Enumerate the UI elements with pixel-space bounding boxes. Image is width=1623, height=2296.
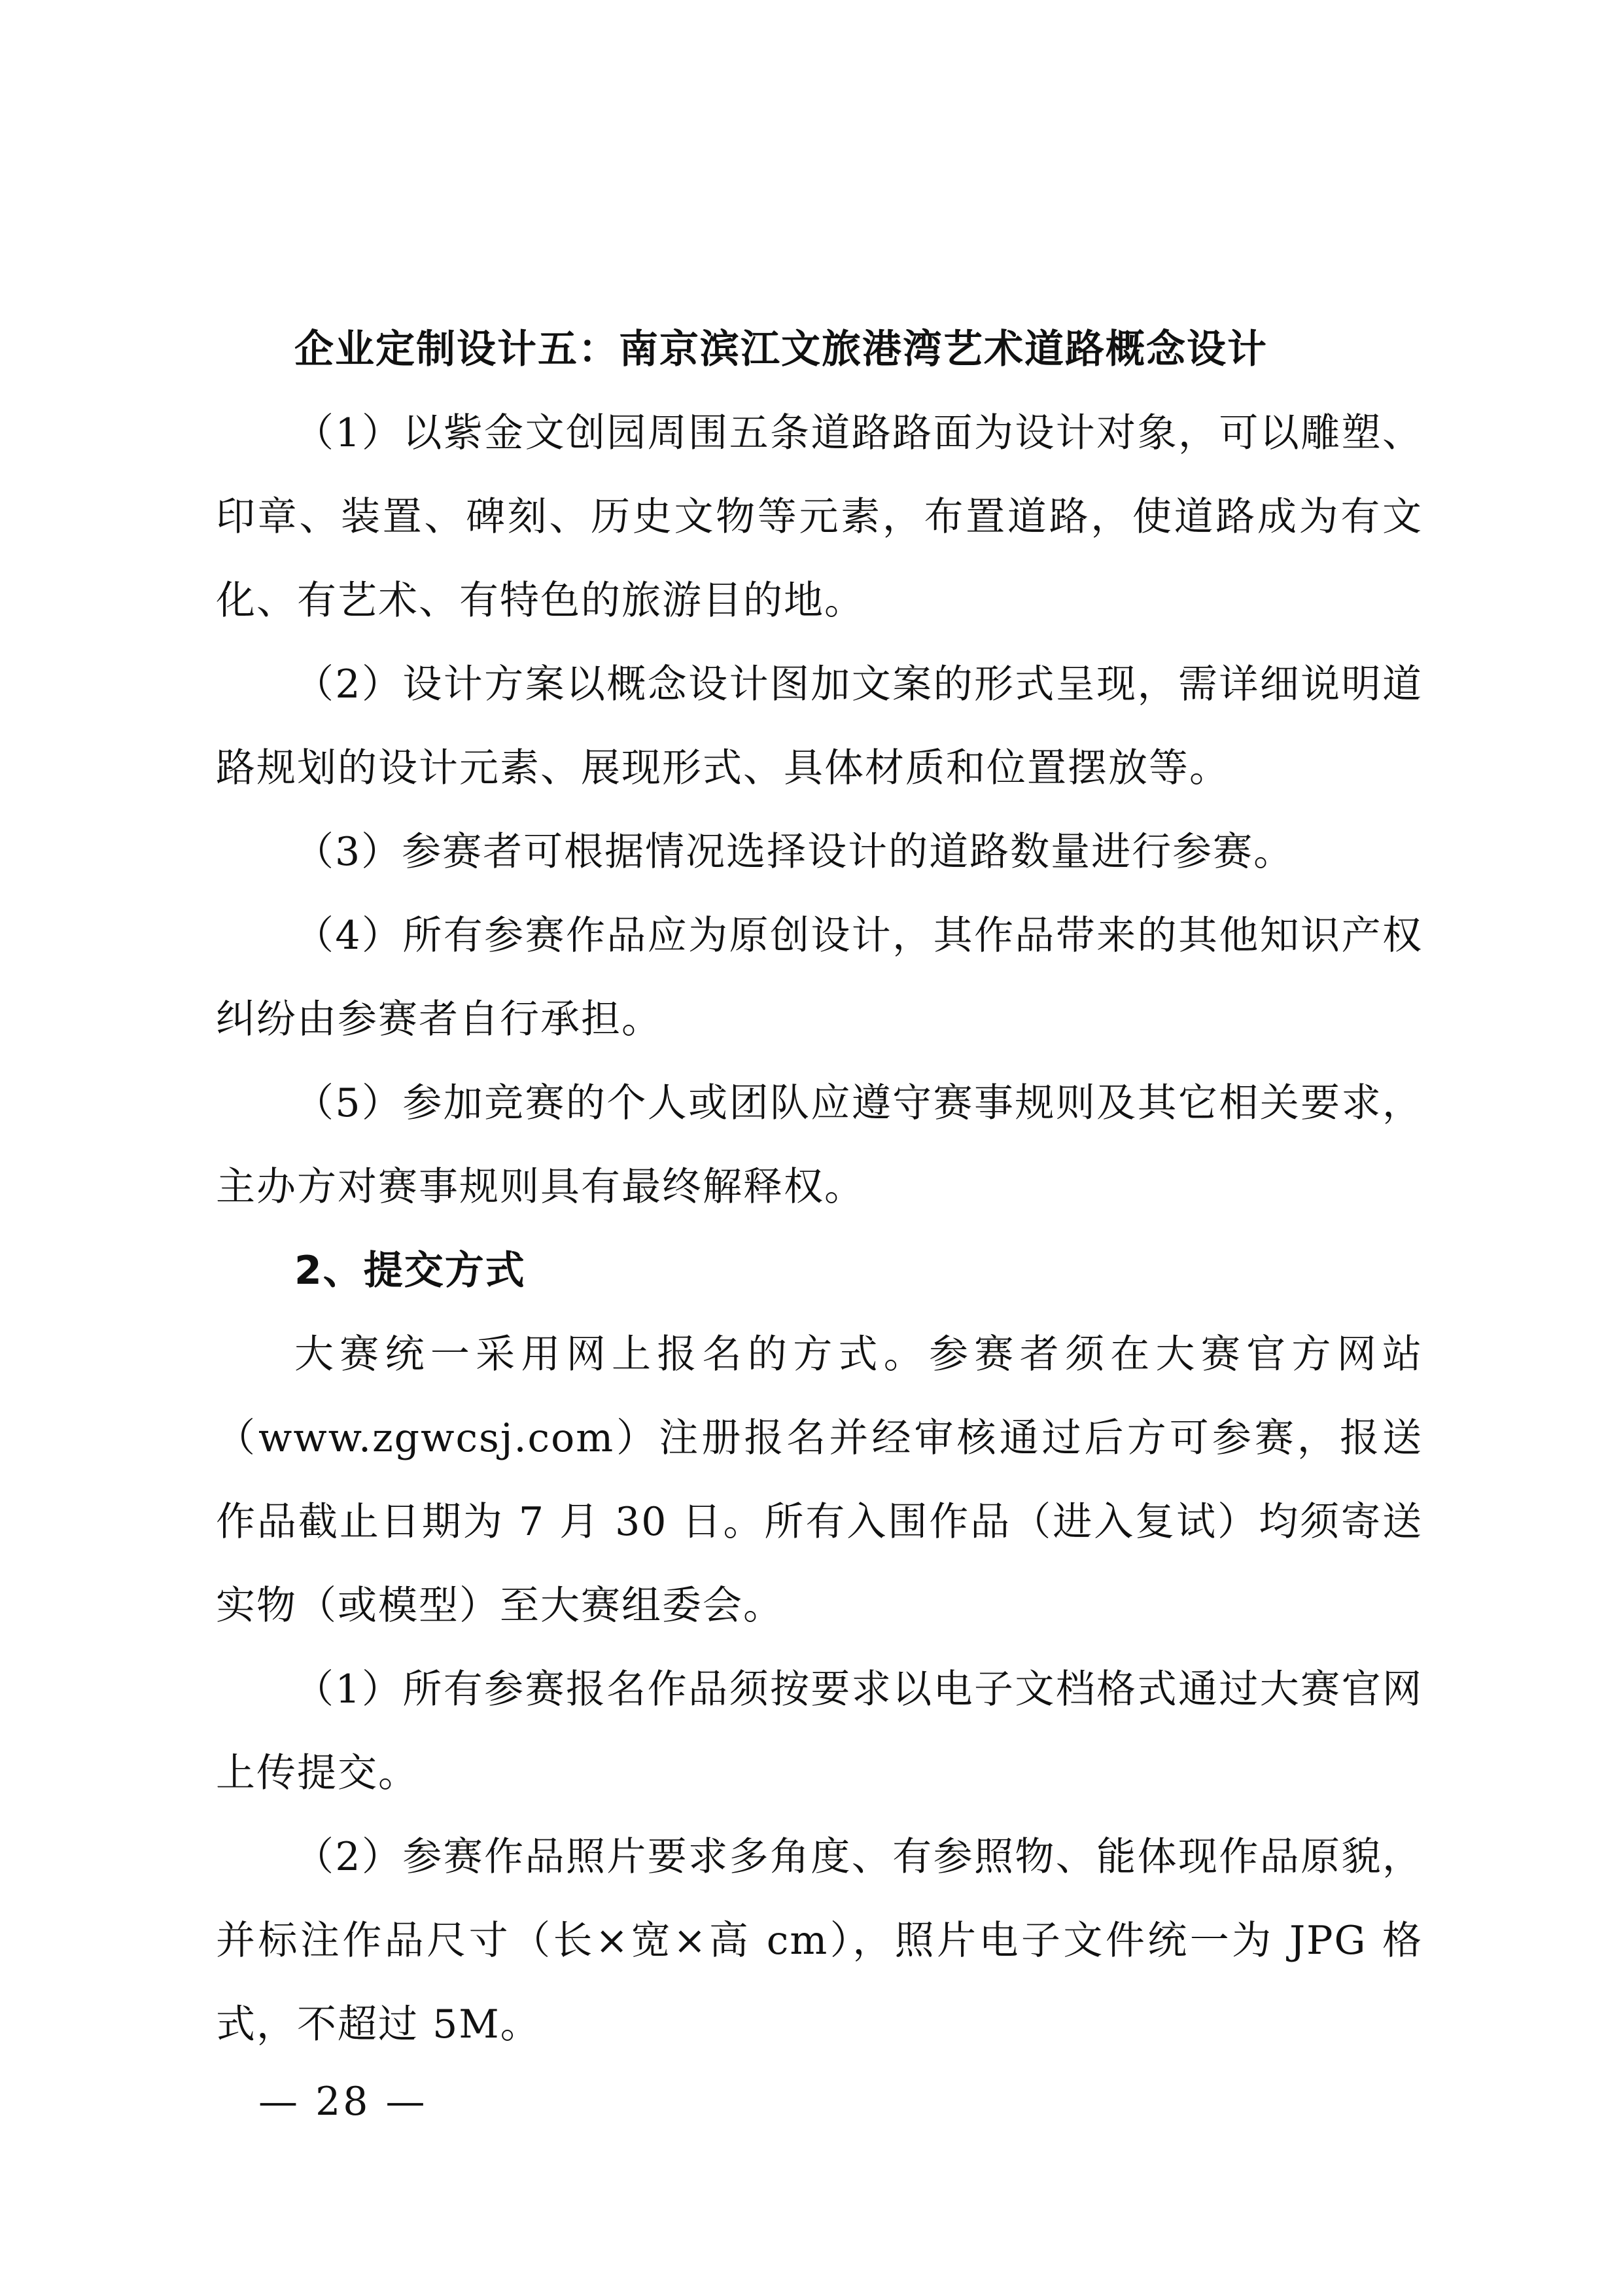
section-title: 企业定制设计五：南京滨江文旅港湾艺术道路概念设计 <box>294 327 1268 372</box>
list-item: （4）所有参赛作品应为原创设计，其作品带来的其他知识产权纠纷由参赛者自行承担。 <box>216 913 1423 1042</box>
list-item: （5）参加竞赛的个人或团队应遵守赛事规则及其它相关要求，主办方对赛事规则具有最终解释权。 <box>216 1080 1423 1210</box>
list-item: （2）设计方案以概念设计图加文案的形式呈现，需详细说明道路规划的设计元素、展现形式、具体材质和位置摆放等。 <box>216 662 1423 791</box>
list-item: （1）所有参赛报名作品须按要求以电子文档格式通过大赛官网上传提交。 <box>216 1667 1423 1796</box>
submission-intro: 大赛统一采用网上报名的方式。参赛者须在大赛官方网站（www.zgwcsj.com）注册报名并经审核通过后方可参赛，报送作品截止日期为 7 月 30 日。所有入围作品（进入复试）均须寄送实物（或模型）至大赛组委会。 <box>216 1332 1423 1629</box>
subsection-title: 2、提交方式 <box>294 1248 526 1294</box>
page-number: — 28 — <box>258 2079 428 2125</box>
document-body <box>216 308 1423 2066</box>
list-item: （2）参赛作品照片要求多角度、有参照物、能体现作品原貌，并标注作品尺寸（长×宽×高 cm），照片电子文件统一为 JPG 格式，不超过 5M。 <box>216 1834 1423 2047</box>
list-item: （1）以紫金文创园周围五条道路路面为设计对象，可以雕塑、印章、装置、碑刻、历史文物等元素，布置道路，使道路成为有文化、有艺术、有特色的旅游目的地。 <box>216 410 1423 624</box>
list-item: （3）参赛者可根据情况选择设计的道路数量进行参赛。 <box>294 829 1295 875</box>
